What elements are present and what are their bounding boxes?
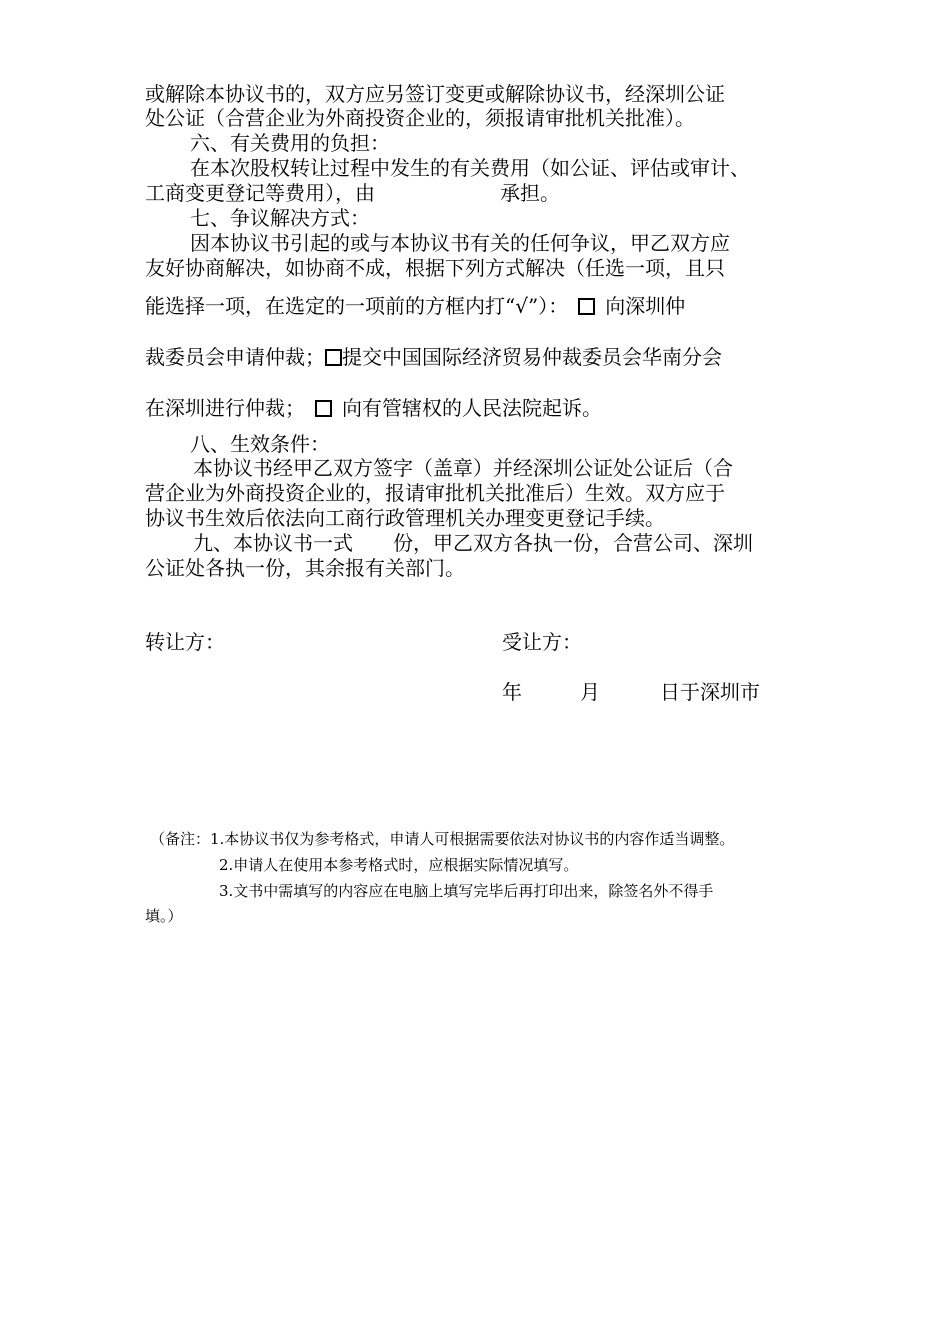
note-line-1: （备注：1.本协议书仅为参考格式，申请人可根据需要依法对协议书的内容作适当调整。: [150, 830, 735, 848]
paragraph-line: 处公证（合营企业为外商投资企业的，须报请审批机关批准）。: [145, 106, 695, 130]
date-year: 年: [502, 680, 522, 704]
date-month: 月: [580, 680, 600, 704]
fee-text-end: 承担。: [500, 181, 560, 205]
paragraph-line: [145, 181, 560, 205]
note-line-2: 2.申请人在使用本参考格式时，应根据实际情况填写。: [219, 856, 579, 874]
option-1-checkbox[interactable]: [578, 298, 595, 315]
paragraph-line: 协议书生效后依法向工商行政管理机关办理变更登记手续。: [145, 506, 665, 530]
option-3-text: 向有管辖权的人民法院起诉。: [342, 396, 602, 420]
fee-text: 工商变更登记等费用），由: [145, 181, 375, 205]
section-8-title: 八、生效条件：: [190, 432, 330, 456]
option-1-text: 向深圳仲: [605, 294, 686, 318]
paragraph-line: [193, 531, 753, 555]
section-6-title: 六、有关费用的负担：: [190, 131, 390, 155]
section-7-title: 七、争议解决方式：: [190, 206, 370, 230]
option-1-text-end: 裁委员会申请仲裁；: [145, 345, 325, 369]
copies-text-end: 份，甲乙双方各执一份，合营公司、深圳: [393, 531, 753, 555]
option-3-checkbox[interactable]: [315, 400, 332, 417]
paragraph-line: 在本次股权转让过程中发生的有关费用（如公证、评估或审计、: [190, 156, 750, 180]
paragraph-line: [145, 294, 685, 318]
transferor-label: 转让方：: [145, 630, 225, 654]
paragraph-line: 营企业为外商投资企业的，报请审批机关批准后）生效。双方应于: [145, 481, 725, 505]
paragraph-line: 或解除本协议书的，双方应另签订变更或解除协议书，经深圳公证: [145, 82, 725, 106]
transferee-label: 受让方：: [502, 630, 582, 654]
option-2-text-end: 在深圳进行仲裁；: [145, 396, 305, 420]
option-2-text: 提交中国国际经济贸易仲裁委员会华南分会: [342, 345, 722, 369]
paragraph-line: 友好协商解决，如协商不成，根据下列方式解决（任选一项，且只: [145, 256, 725, 280]
option-2-checkbox[interactable]: [325, 349, 342, 366]
paragraph-line: 本协议书经甲乙双方签字（盖章）并经深圳公证处公证后（合: [193, 456, 733, 480]
note-line-3: 3.文书中需填写的内容应在电脑上填写完毕后再打印出来，除签名外不得手: [219, 882, 714, 900]
paragraph-line: 公证处各执一份，其余报有关部门。: [145, 556, 465, 580]
paragraph-line: [145, 396, 602, 420]
paragraph-line: 因本协议书引起的或与本协议书有关的任何争议，甲乙双方应: [190, 231, 730, 255]
date-day-place: 日于深圳市: [660, 680, 760, 704]
choice-instruction: 能选择一项，在选定的一项前的方框内打“√”）：: [145, 294, 569, 318]
note-line-4: 填。）: [145, 907, 183, 925]
paragraph-line: [145, 345, 722, 369]
copies-text: 九、本协议书一式: [193, 531, 353, 555]
